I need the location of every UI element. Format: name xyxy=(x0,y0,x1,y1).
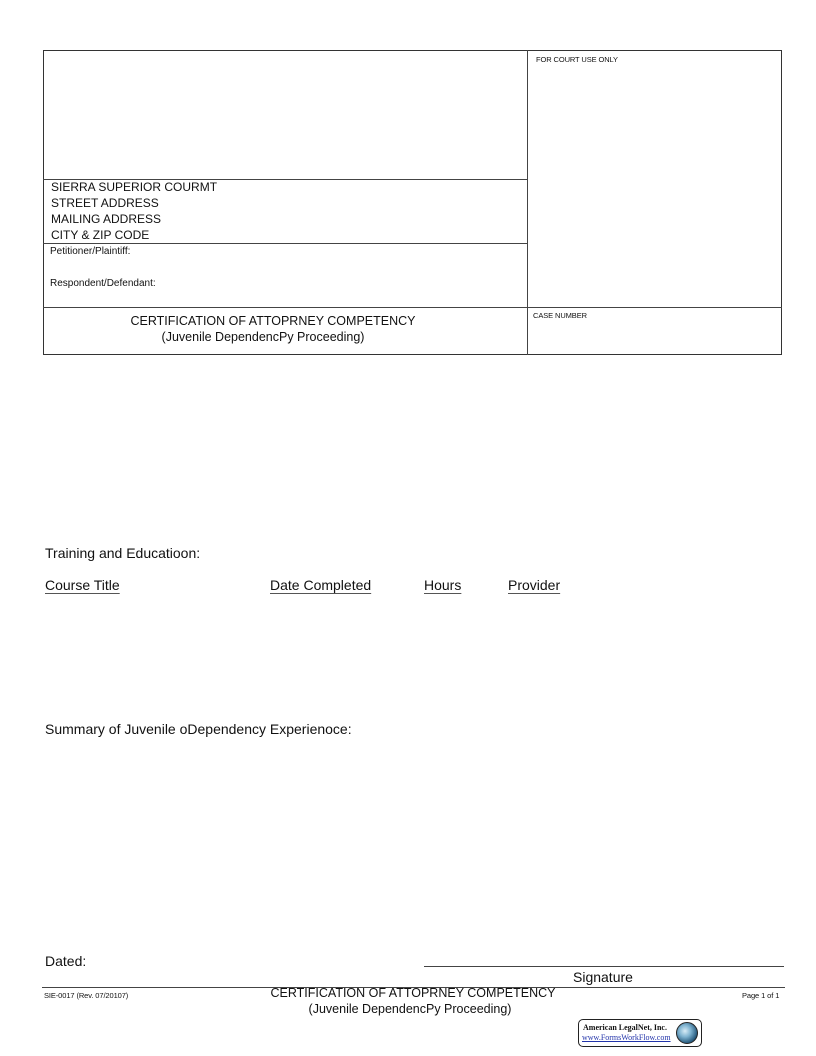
dated-label: Dated: xyxy=(45,953,87,969)
mailing-address: MAILING ADDRESS xyxy=(51,212,162,226)
attorney-info-area[interactable] xyxy=(44,51,526,178)
column-course-title: Course Title xyxy=(45,577,120,593)
case-number-field[interactable] xyxy=(529,322,779,352)
parties-section-divider xyxy=(43,243,527,244)
column-provider: Provider xyxy=(508,577,561,593)
court-use-label: FOR COURT USE ONLY xyxy=(536,55,618,64)
document-subtitle: (Juvenile DependencPy Proceeding) xyxy=(161,330,365,344)
document-title: CERTIFICATION OF ATTOPRNEY COMPETENCY xyxy=(130,314,416,328)
respondent-label: Respondent/Defendant: xyxy=(50,278,156,289)
footer-subtitle: (Juvenile DependencPy Proceeding) xyxy=(308,1002,512,1016)
city-zip: CITY & ZIP CODE xyxy=(51,228,150,242)
page-number: Page 1 of 1 xyxy=(742,991,780,1000)
petitioner-label: Petitioner/Plaintiff: xyxy=(50,246,131,257)
street-address: STREET ADDRESS xyxy=(51,196,159,210)
signature-line[interactable] xyxy=(424,966,784,967)
signature-label: Signature xyxy=(573,969,633,985)
footer-title: CERTIFICATION OF ATTOPRNEY COMPETENCY xyxy=(270,986,556,1000)
caption-divider-vertical xyxy=(527,50,528,355)
training-heading: Training and Educatioon: xyxy=(45,545,201,561)
american-legalnet-logo[interactable] xyxy=(578,1019,702,1047)
column-hours: Hours xyxy=(424,577,462,593)
logo-url-link[interactable]: www.FormsWorkFlow.com xyxy=(582,1033,671,1042)
title-section-divider xyxy=(43,307,782,308)
column-date-completed: Date Completed xyxy=(270,577,372,593)
logo-company-name: American LegalNet, Inc. xyxy=(583,1023,667,1032)
court-name: SIERRA SUPERIOR COURMT xyxy=(51,180,218,194)
case-number-label: CASE NUMBER xyxy=(533,311,587,320)
globe-icon xyxy=(676,1022,698,1044)
summary-heading: Summary of Juvenile oDependency Experienoce: xyxy=(45,721,352,737)
form-id: SIE-0017 (Rev. 07/20107) xyxy=(44,991,129,1000)
